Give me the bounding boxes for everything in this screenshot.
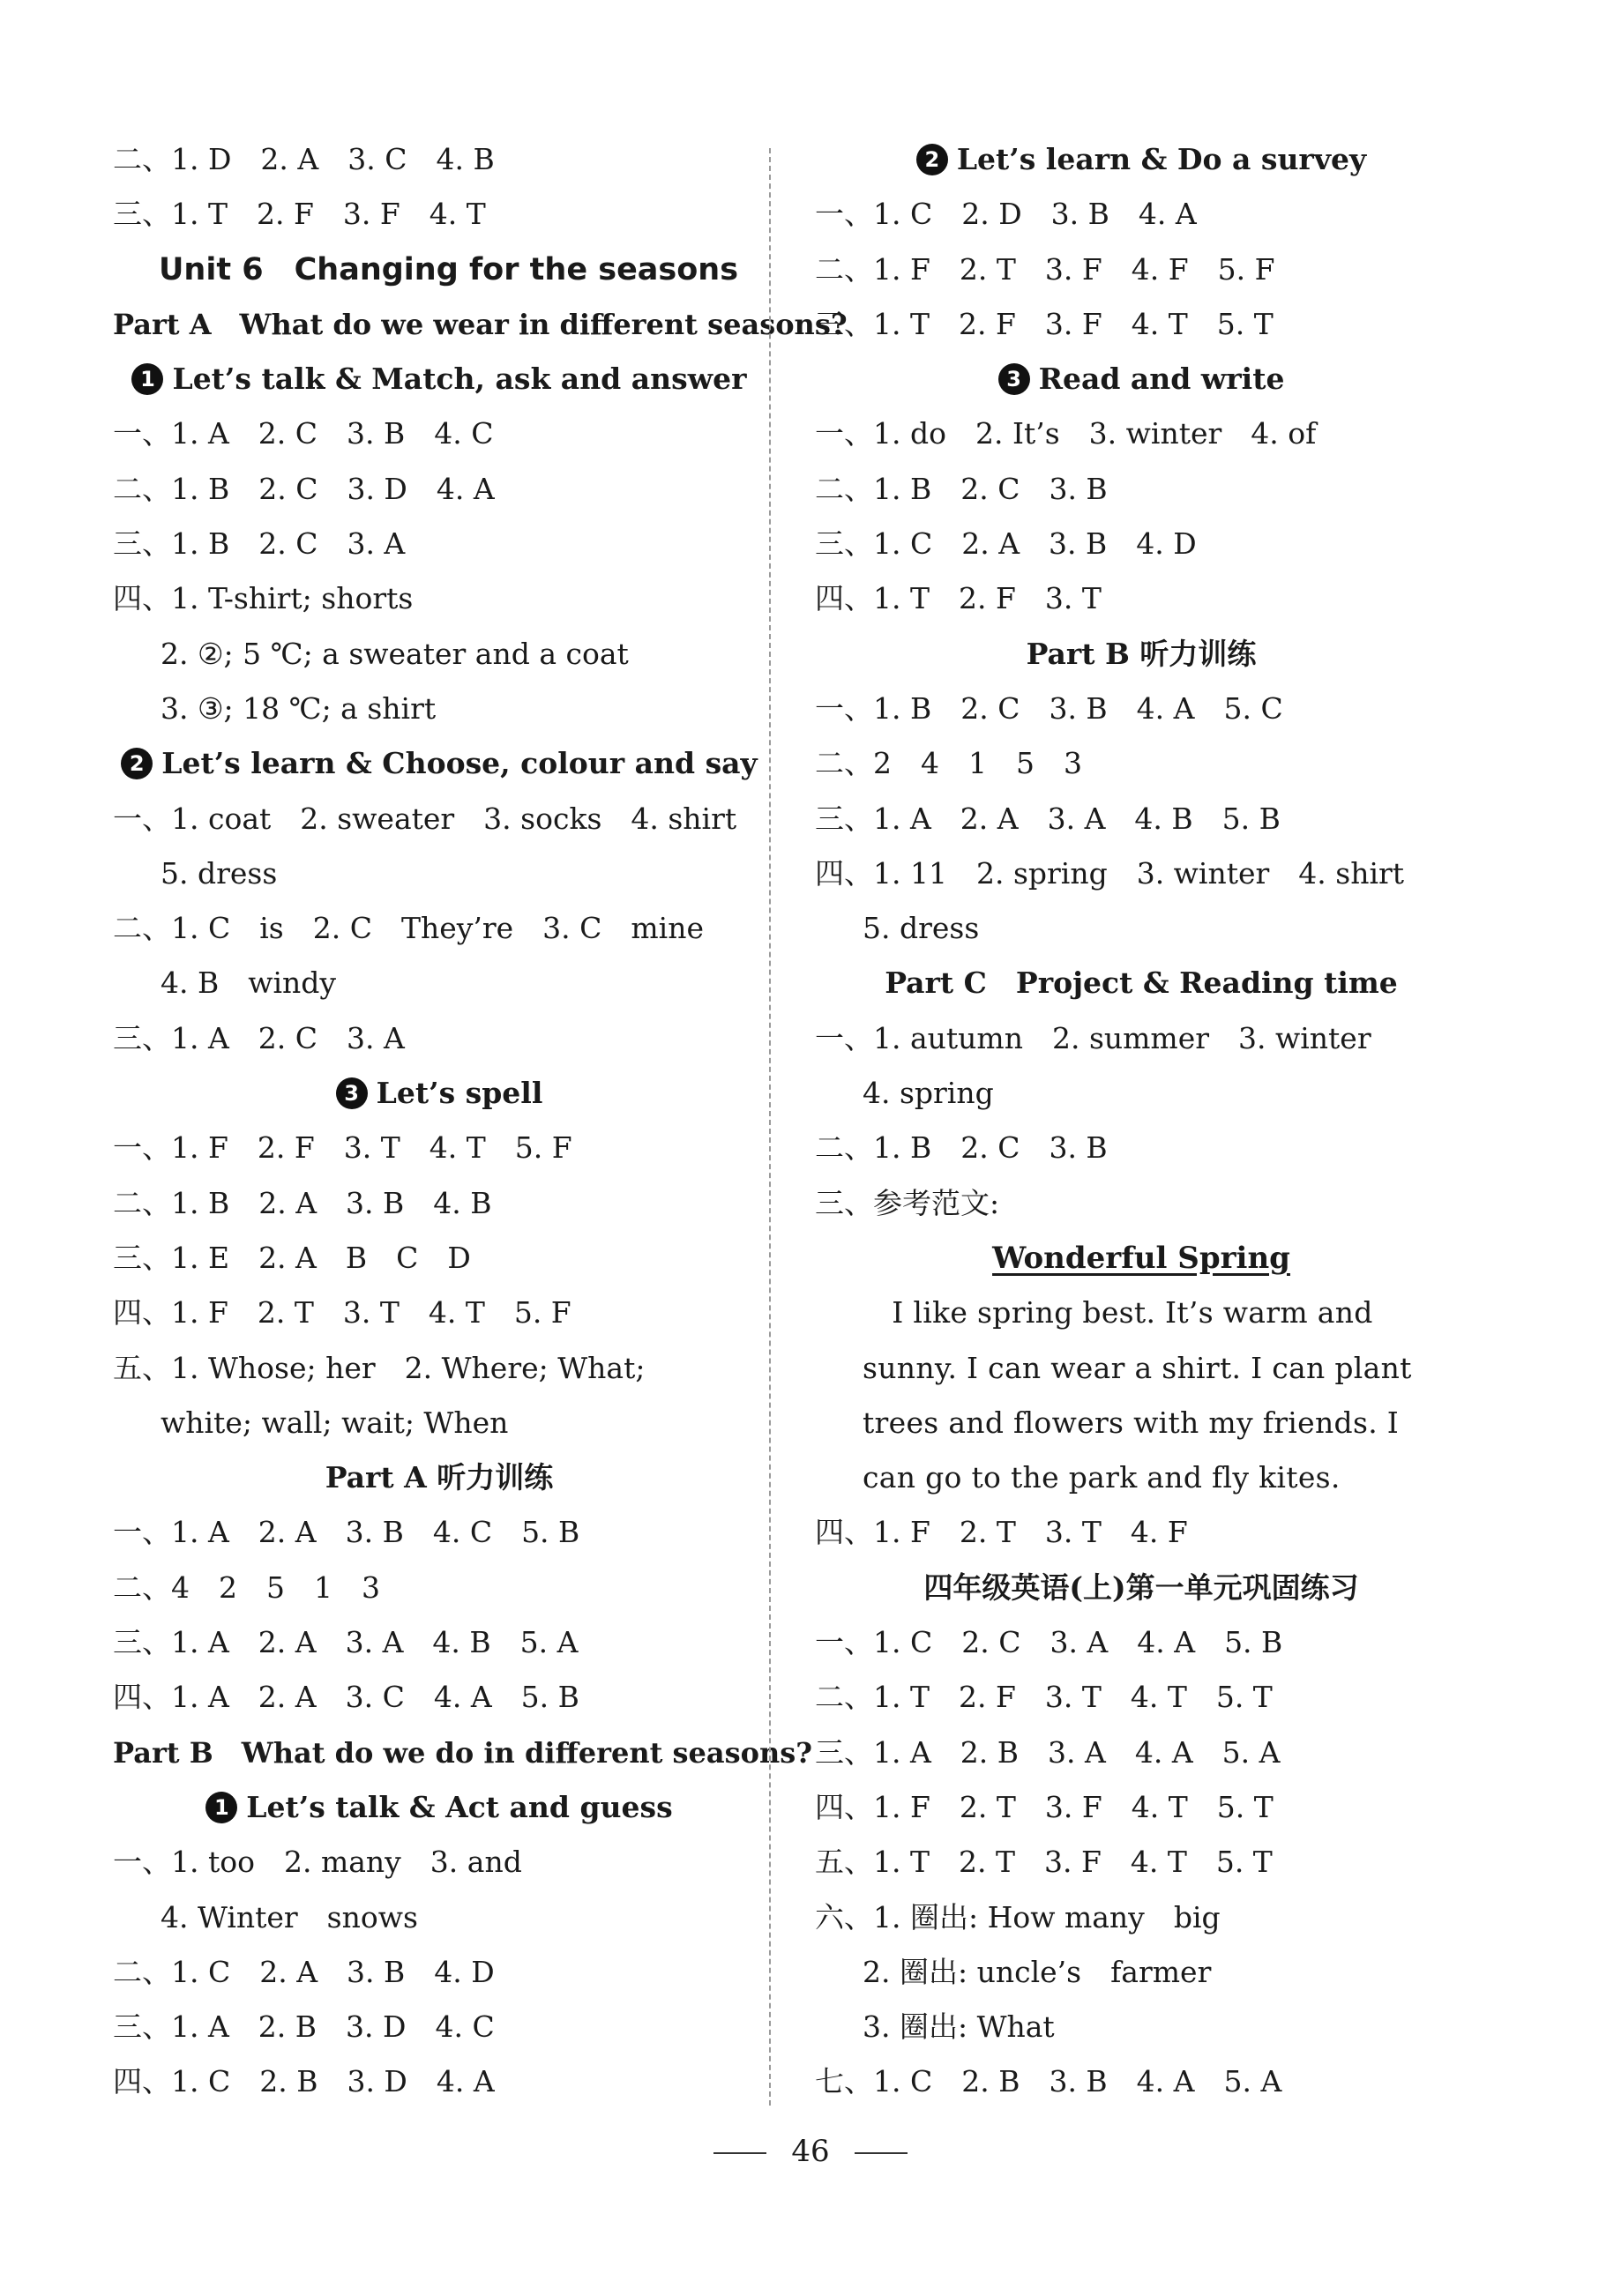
answer-line [815,571,1468,626]
line-text: 三、参考范文: [815,1185,1000,1220]
circled-number-icon: 3 [998,363,1030,395]
answer-line [815,1670,1468,1725]
circled-number-icon: 2 [916,144,948,175]
line-text: 七、1. C 2. B 3. B 4. A 5. A [815,2064,1282,2099]
line-text: 二、1. B 2. C 3. D 4. A [113,471,495,506]
answer-line [113,956,766,1010]
section-heading [113,1066,766,1121]
line-text: 四、1. C 2. B 3. D 4. A [113,2064,495,2099]
answer-line [815,2000,1468,2054]
line-text: 二、2 4 1 5 3 [815,746,1082,781]
line-text: 二、1. C is 2. C They’re 3. C mine [113,911,705,946]
line-text: Let’s learn & Choose, colour and say [161,746,758,781]
answer-line [113,462,766,517]
answer-line [815,1615,1468,1670]
answer-line [815,901,1468,956]
line-text: 五、1. Whose; her 2. Where; What; [113,1350,646,1385]
answer-line [113,792,766,846]
page-number: 46 [791,2134,830,2169]
line-text: 四、1. F 2. T 3. F 4. T 5. T [815,1789,1274,1824]
left-column [113,132,848,2110]
answer-line [815,792,1468,846]
answer-line [815,1835,1468,1890]
line-text: white; wall; wait; When [161,1405,509,1440]
circled-number-icon: 1 [131,363,163,395]
line-text: Let’s spell [376,1076,543,1111]
answer-line [113,627,766,682]
answer-line [113,406,766,461]
section-heading [815,1231,1468,1286]
answer-line [113,1945,766,2000]
answer-line [113,1176,766,1231]
answer-line [815,682,1468,736]
line-text: 一、1. A 2. C 3. B 4. C [113,416,494,451]
answer-line [113,517,766,571]
answer-line [815,1121,1468,1175]
answer-line [113,1670,766,1725]
line-text: 2. ②; 5 ℃; a sweater and a coat [161,636,629,671]
line-text: Part B 听力训练 [1026,636,1257,671]
answer-line [815,846,1468,901]
line-text: 3. 圈出: What [863,2009,1055,2045]
footer-dash-right [855,2152,908,2154]
line-text: sunny. I can wear a shirt. I can plant [863,1350,1412,1385]
answer-line [815,1450,1468,1505]
line-text: 一、1. C 2. D 3. B 4. A [815,197,1197,232]
line-text: I like spring best. It’s warm and [863,1295,1373,1331]
line-text: 一、1. C 2. C 3. A 4. A 5. B [815,1625,1283,1660]
answer-line [113,1835,766,1890]
line-text: 5. dress [161,855,278,891]
answer-line [815,1505,1468,1560]
line-text: 三、1. A 2. B 3. A 4. A 5. A [815,1734,1281,1770]
answer-line [815,1780,1468,1835]
line-text: Part C Project & Reading time [885,965,1398,1001]
line-text: 4. spring [863,1076,994,1111]
line-text: 5. dress [863,911,980,946]
line-text: trees and flowers with my friends. I [863,1405,1400,1440]
line-text: 四年级英语(上)第一单元巩固练习 [923,1569,1359,1605]
circled-number-icon: 2 [121,748,153,779]
answer-line [815,187,1468,242]
line-text: 四、1. T 2. F 3. T [815,581,1102,616]
section-heading [113,1726,813,1780]
answer-line [113,901,766,956]
answer-line [113,1121,766,1175]
answer-line [113,846,766,901]
line-text: 四、1. F 2. T 3. T 4. F [815,1515,1188,1550]
line-text: 一、1. do 2. It’s 3. winter 4. of [815,416,1317,451]
page-footer [0,2134,1621,2169]
circled-number-icon: 1 [205,1792,237,1823]
line-text: 三、1. T 2. F 3. F 4. T 5. T [815,306,1274,341]
section-heading [815,1561,1468,1615]
section-heading [815,352,1468,406]
section-heading [815,956,1468,1010]
answer-line [815,242,1468,297]
line-text: 二、1. B 2. C 3. B [815,1130,1108,1166]
line-text: can go to the park and fly kites. [863,1460,1341,1495]
line-text: Read and write [1038,362,1285,397]
answer-line [113,1561,766,1615]
line-text: 二、4 2 5 1 3 [113,1569,380,1605]
answer-line [113,682,766,736]
answer-line [815,1176,1468,1231]
footer-dash-left [713,2152,766,2154]
line-text: 一、1. F 2. F 3. T 4. T 5. F [113,1130,572,1166]
answer-line [113,1615,766,1670]
section-heading [815,132,1468,187]
line-text: Let’s talk & Match, ask and answer [172,362,747,397]
line-text: 一、1. A 2. A 3. B 4. C 5. B [113,1515,580,1550]
line-text: 二、1. B 2. C 3. B [815,471,1108,506]
answer-line [815,1286,1468,1340]
answer-line [113,1011,766,1066]
line-text: 四、1. A 2. A 3. C 4. A 5. B [113,1680,579,1715]
section-heading [113,297,848,352]
line-text: Let’s talk & Act and guess [246,1789,673,1824]
answer-line [815,1890,1468,1945]
line-text: Part A What do we wear in different seasons? [113,307,848,341]
line-text: Unit 6 Changing for the seasons [159,251,739,287]
answer-line [113,1890,766,1945]
section-heading [113,736,766,791]
section-heading [815,627,1468,682]
line-text: 四、1. 11 2. spring 3. winter 4. shirt [815,855,1405,891]
line-text: 一、1. autumn 2. summer 3. winter [815,1020,1371,1055]
line-text: 三、1. A 2. B 3. D 4. C [113,2009,495,2045]
answer-line [113,1286,766,1340]
answer-line [815,1341,1468,1396]
section-heading [113,352,766,406]
line-text: 2. 圈出: uncle’s farmer [863,1954,1212,1989]
line-text: Part A 听力训练 [325,1460,554,1495]
answer-line [815,517,1468,571]
answer-line [113,1341,766,1396]
line-text: 3. ③; 18 ℃; a shirt [161,690,437,726]
answer-line [113,187,766,242]
line-text: 三、1. A 2. A 3. A 4. B 5. A [113,1625,579,1660]
answer-line [815,1066,1468,1121]
line-text: Wonderful Spring [992,1240,1290,1276]
line-text: 一、1. coat 2. sweater 3. socks 4. shirt [113,801,737,836]
line-text: 四、1. F 2. T 3. T 4. T 5. F [113,1295,571,1331]
section-heading [113,242,766,297]
line-text: 二、1. F 2. T 3. F 4. F 5. F [815,251,1275,287]
answer-line [815,406,1468,461]
answer-line [113,1505,766,1560]
line-text: 三、1. B 2. C 3. A [113,526,406,562]
answer-line [815,2054,1468,2109]
answer-line [113,571,766,626]
answer-line [815,462,1468,517]
line-text: 一、1. too 2. many 3. and [113,1845,522,1880]
line-text: 二、1. B 2. A 3. B 4. B [113,1185,492,1220]
answer-line [113,1231,766,1286]
circled-number-icon: 3 [336,1077,368,1109]
answer-line [815,1396,1468,1450]
answer-line [113,132,766,187]
answer-line [815,736,1468,791]
right-column [815,132,1468,2110]
answer-line [113,1396,766,1450]
section-heading [113,1450,766,1505]
line-text: Let’s learn & Do a survey [956,142,1367,176]
answer-line [815,1945,1468,2000]
line-text: 一、1. B 2. C 3. B 4. A 5. C [815,690,1283,726]
line-text: 三、1. A 2. A 3. A 4. B 5. B [815,801,1281,836]
line-text: 二、1. C 2. A 3. B 4. D [113,1954,495,1989]
line-text: 六、1. 圈出: How many big [815,1899,1221,1934]
line-text: 四、1. T-shirt; shorts [113,581,414,616]
section-heading [113,1780,766,1835]
answer-line [815,1011,1468,1066]
answer-line [815,1726,1468,1780]
answer-line [113,2000,766,2054]
line-text: 4. Winter snows [161,1899,418,1934]
answer-line [113,2054,766,2109]
line-text: Part B What do we do in different seasons? [113,1735,813,1770]
line-text: 二、1. D 2. A 3. C 4. B [113,142,495,176]
line-text: 三、1. A 2. C 3. A [113,1020,405,1055]
line-text: 三、1. T 2. F 3. F 4. T [113,197,486,232]
line-text: 三、1. E 2. A B C D [113,1240,471,1275]
line-text: 二、1. T 2. F 3. T 4. T 5. T [815,1680,1273,1715]
line-text: 五、1. T 2. T 3. F 4. T 5. T [815,1845,1273,1880]
answer-line [815,297,1468,352]
line-text: 三、1. C 2. A 3. B 4. D [815,526,1197,562]
line-text: 4. B windy [161,965,337,1001]
column-divider [769,148,771,2106]
